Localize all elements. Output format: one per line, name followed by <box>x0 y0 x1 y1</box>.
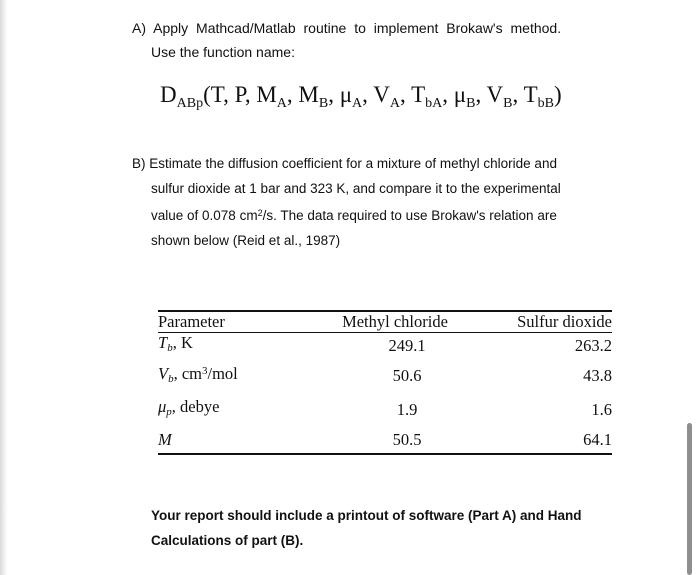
sulfur-dioxide-value: 263.2 <box>574 335 612 355</box>
header-methyl-chloride: Methyl chloride <box>342 312 448 331</box>
formula-sub-mub: B <box>466 96 476 111</box>
header-parameter: Parameter <box>158 312 225 331</box>
formula-sep-mb: , M <box>286 82 319 107</box>
param-unit: , K <box>172 333 193 352</box>
table-row <box>158 393 612 426</box>
table-row <box>158 358 612 393</box>
methyl-chloride-value: 249.1 <box>388 335 426 355</box>
part-b-line-3-pre: value of 0.078 cm <box>151 208 258 223</box>
formula-sep-tbb: , T <box>512 82 538 107</box>
function-signature <box>160 82 562 112</box>
scrollbar[interactable] <box>687 423 692 575</box>
table-row <box>158 426 612 454</box>
formula-args-close: ) <box>553 82 562 107</box>
param-cell <box>158 393 308 426</box>
param-symbol-letter: T <box>158 333 168 352</box>
methyl-chloride-value: 1.9 <box>396 400 418 419</box>
param-symbol <box>158 364 174 383</box>
param-unit-post: /mol <box>207 364 238 383</box>
part-b-question <box>132 151 602 253</box>
param-unit: , debye <box>171 397 220 416</box>
part-b-line-4: shown below (Reid et al., 1987) <box>151 233 341 248</box>
param-symbol-subscript: b <box>167 342 173 354</box>
report-line-2: Calculations of part (B). <box>151 533 304 548</box>
param-symbol-letter: V <box>158 364 169 383</box>
param-unit: , cm <box>173 364 203 383</box>
formula-sep-tba: , T <box>400 82 426 107</box>
part-b-line-3-sup: 2 <box>257 208 263 218</box>
param-symbol <box>158 333 173 352</box>
sulfur-dioxide-value: 64.1 <box>583 430 612 449</box>
header-sulfur-dioxide: Sulfur dioxide <box>517 312 612 331</box>
param-unit-exponent: 3 <box>202 365 208 377</box>
param-symbol: M <box>158 430 172 449</box>
formula-sep-vb: , V <box>475 82 504 107</box>
formula-d: D <box>160 82 177 107</box>
formula-sub-tbb: bB <box>537 96 554 111</box>
sulfur-dioxide-value: 1.6 <box>591 400 612 419</box>
table-row <box>158 333 612 359</box>
part-a-instruction: A) Apply Mathcad/Matlab routine to implement Brokaw's method. <box>132 20 562 36</box>
parameter-table <box>158 310 612 455</box>
table-header-row <box>158 311 612 333</box>
formula-sub-mb: B <box>318 96 329 111</box>
part-b-line-3-post: /s. The data required to use Brokaw's relation are <box>262 208 557 223</box>
formula-sub-vb: B <box>503 96 513 111</box>
formula-sub-va: A <box>389 96 400 111</box>
sulfur-dioxide-value: 43.8 <box>583 366 612 385</box>
param-symbol-subscript: b <box>168 373 174 385</box>
page-left-edge <box>0 0 8 575</box>
param-cell <box>158 358 308 393</box>
formula-sep-mua: , μ <box>328 82 353 107</box>
param-symbol <box>158 397 172 416</box>
formula-sub-mua: A <box>352 96 363 111</box>
formula-sep-mub: , μ <box>442 82 467 107</box>
formula-d-subscript: ABp <box>176 96 204 111</box>
param-symbol-subscript: p <box>166 406 172 418</box>
part-b-line-2: sulfur dioxide at 1 bar and 323 K, and compare it to the experimental <box>151 181 561 196</box>
report-instructions <box>151 503 621 553</box>
formula-sub-tba: bA <box>425 96 443 111</box>
param-cell <box>158 426 308 454</box>
part-a-function-label: Use the function name: <box>151 44 295 60</box>
part-b-line-3 <box>132 201 602 228</box>
report-line-1: Your report should include a printout of software (Part A) and Hand <box>151 508 582 523</box>
param-symbol-letter: μ <box>158 397 167 416</box>
formula-sep-va: , V <box>362 82 390 107</box>
formula-args-open: (T, P, M <box>203 82 277 107</box>
methyl-chloride-value: 50.5 <box>392 430 422 449</box>
param-cell <box>158 333 308 359</box>
formula-sub-ma: A <box>276 96 287 111</box>
part-b-line-1: B) Estimate the diffusion coefficient for a mixture of methyl chloride and <box>132 156 557 171</box>
methyl-chloride-value: 50.6 <box>392 366 422 385</box>
